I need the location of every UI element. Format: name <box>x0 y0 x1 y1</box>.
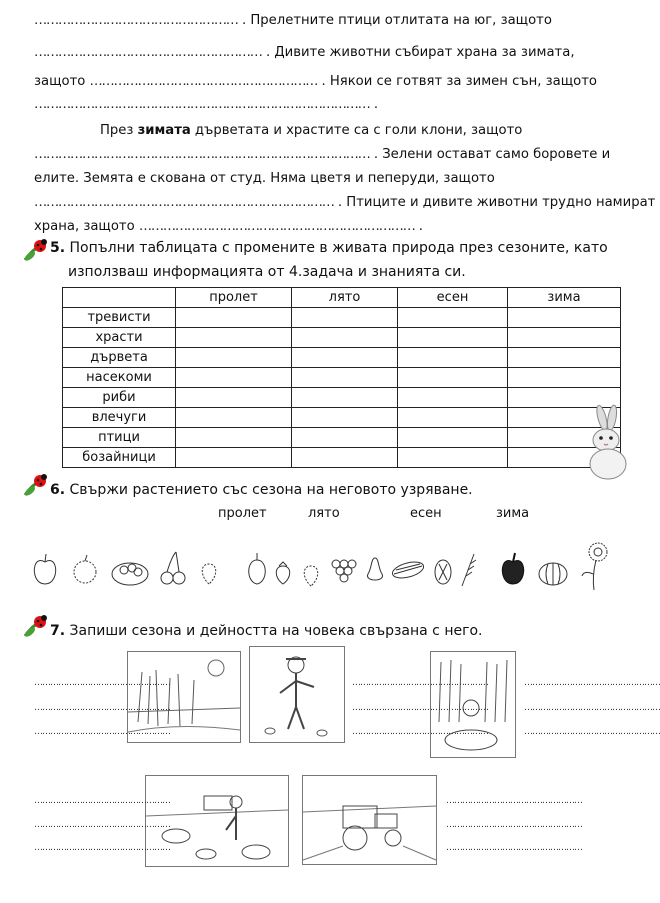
pepper-icon <box>242 548 272 588</box>
answer-cell[interactable] <box>292 328 398 348</box>
row-label: птици <box>63 428 176 448</box>
answer-line[interactable]: …………………………………………… <box>352 678 488 688</box>
text-line-2: ………………………………………………… . Дивите животни събират храна за зимата, <box>34 45 575 60</box>
grape-icon <box>326 548 360 588</box>
season-summer: лято <box>308 506 340 521</box>
ladybug-icon <box>22 236 50 264</box>
answer-line[interactable]: …………………………………………… <box>34 820 170 830</box>
row-label: тревисти <box>63 308 176 328</box>
table-row <box>63 308 621 328</box>
text-line-6: елите. Земята е скована от студ. Няма цветя и пеперуди, защото <box>34 171 495 186</box>
rabbit-icon <box>584 404 630 480</box>
cauliflower-icon <box>108 548 152 588</box>
table-header-cell: зима <box>508 288 621 308</box>
answer-cell[interactable] <box>176 408 292 428</box>
answer-cell[interactable] <box>292 348 398 368</box>
task-7-heading: 7. Запиши сезона и дейността на човека свързана с него. <box>50 623 483 639</box>
table-header-cell <box>63 288 176 308</box>
text-line-3: защото ………………………………………………… . Някои се готвят за зимен сън, защото <box>34 74 597 89</box>
table-row <box>63 328 621 348</box>
answer-cell[interactable] <box>176 448 292 468</box>
season-winter: зима <box>496 506 530 521</box>
answer-cell[interactable] <box>398 328 508 348</box>
answer-cell[interactable] <box>292 388 398 408</box>
text-line-5: ………………………………………………………………………… . Зелени остават само боровете и <box>34 147 611 162</box>
answer-cell[interactable] <box>508 308 621 328</box>
cherry-icon <box>158 548 188 588</box>
answer-cell[interactable] <box>508 368 621 388</box>
farmer-chickens-picture <box>249 646 345 743</box>
answer-line[interactable]: …………………………………………… <box>34 727 170 737</box>
answer-line[interactable]: …………………………………………… <box>524 678 660 688</box>
text-line-8: храна, защото …………………………………………………………… . <box>34 219 423 234</box>
table-header-cell: пролет <box>176 288 292 308</box>
season-table <box>62 287 621 468</box>
answer-cell[interactable] <box>398 368 508 388</box>
table-header-cell: лято <box>292 288 398 308</box>
row-label: храсти <box>63 328 176 348</box>
ladybug-icon <box>22 612 50 640</box>
tractor-picture <box>302 775 437 865</box>
answer-cell[interactable] <box>398 428 508 448</box>
answer-line[interactable]: …………………………………………… <box>34 796 170 806</box>
answer-cell[interactable] <box>176 428 292 448</box>
table-row <box>63 348 621 368</box>
answer-cell[interactable] <box>176 388 292 408</box>
answer-cell[interactable] <box>176 328 292 348</box>
winter-intro: През зимата дърветата и храстите са с голи клони, защото <box>100 123 523 138</box>
table-row <box>63 428 621 448</box>
answer-line[interactable]: …………………………………………… <box>34 843 170 853</box>
answer-cell[interactable] <box>292 368 398 388</box>
table-row <box>63 368 621 388</box>
text-line-1: …………………………………………… . Прелетните птици отлитата на юг, защото <box>34 13 552 28</box>
text-line-7: ………………………………………………………………… . Птиците и дивите животни трудно намират <box>34 195 656 210</box>
answer-cell[interactable] <box>398 308 508 328</box>
row-label: бозайници <box>63 448 176 468</box>
task-6-heading: 6. Свържи растението със сезона на неговото узряване. <box>50 482 473 498</box>
table-row <box>63 388 621 408</box>
season-spring: пролет <box>218 506 267 521</box>
answer-cell[interactable] <box>176 348 292 368</box>
peach-icon <box>70 548 100 588</box>
apple-icon <box>30 548 60 588</box>
table-header-row <box>63 288 621 308</box>
answer-cell[interactable] <box>292 408 398 428</box>
ladybug-icon <box>22 471 50 499</box>
answer-cell[interactable] <box>176 368 292 388</box>
answer-cell[interactable] <box>398 348 508 368</box>
pumpkin-icon <box>536 548 570 588</box>
answer-cell[interactable] <box>292 448 398 468</box>
answer-cell[interactable] <box>508 328 621 348</box>
strawberry-icon <box>298 548 324 588</box>
answer-cell[interactable] <box>398 388 508 408</box>
task-5-heading: 5. Попълни таблицата с промените в живата природа през сезоните, като <box>50 240 608 256</box>
tomato-icon <box>270 548 296 588</box>
row-label: насекоми <box>63 368 176 388</box>
answer-line[interactable]: …………………………………………… <box>34 703 170 713</box>
answer-cell[interactable] <box>176 308 292 328</box>
sunflower-icon <box>578 540 612 590</box>
apple-icon <box>498 548 528 588</box>
season-autumn: есен <box>410 506 442 521</box>
answer-line[interactable]: …………………………………………… <box>446 820 582 830</box>
corn-icon <box>388 548 428 588</box>
answer-line[interactable]: …………………………………………… <box>352 727 488 737</box>
answer-line[interactable]: …………………………………………… <box>446 796 582 806</box>
table-row <box>63 408 621 428</box>
table-row <box>63 448 621 468</box>
answer-cell[interactable] <box>292 428 398 448</box>
answer-cell[interactable] <box>508 348 621 368</box>
row-label: дървета <box>63 348 176 368</box>
wheat-icon <box>456 548 482 588</box>
task-5-subheading: използваш информацията от 4.задача и знанията си. <box>68 264 466 280</box>
pear-icon <box>362 548 388 588</box>
answer-cell[interactable] <box>398 448 508 468</box>
answer-line[interactable]: …………………………………………… <box>352 703 488 713</box>
answer-cell[interactable] <box>292 308 398 328</box>
answer-line[interactable]: …………………………………………… <box>524 703 660 713</box>
table-header-cell: есен <box>398 288 508 308</box>
answer-line[interactable]: …………………………………………… <box>34 678 170 688</box>
corn-icon <box>430 548 456 588</box>
row-label: влечуги <box>63 408 176 428</box>
text-line-4: ………………………………………………………………………… . <box>34 97 379 112</box>
row-label: риби <box>63 388 176 408</box>
answer-line[interactable]: …………………………………………… <box>446 843 582 853</box>
answer-cell[interactable] <box>398 408 508 428</box>
strawberry-icon <box>196 548 222 588</box>
answer-line[interactable]: …………………………………………… <box>524 727 660 737</box>
